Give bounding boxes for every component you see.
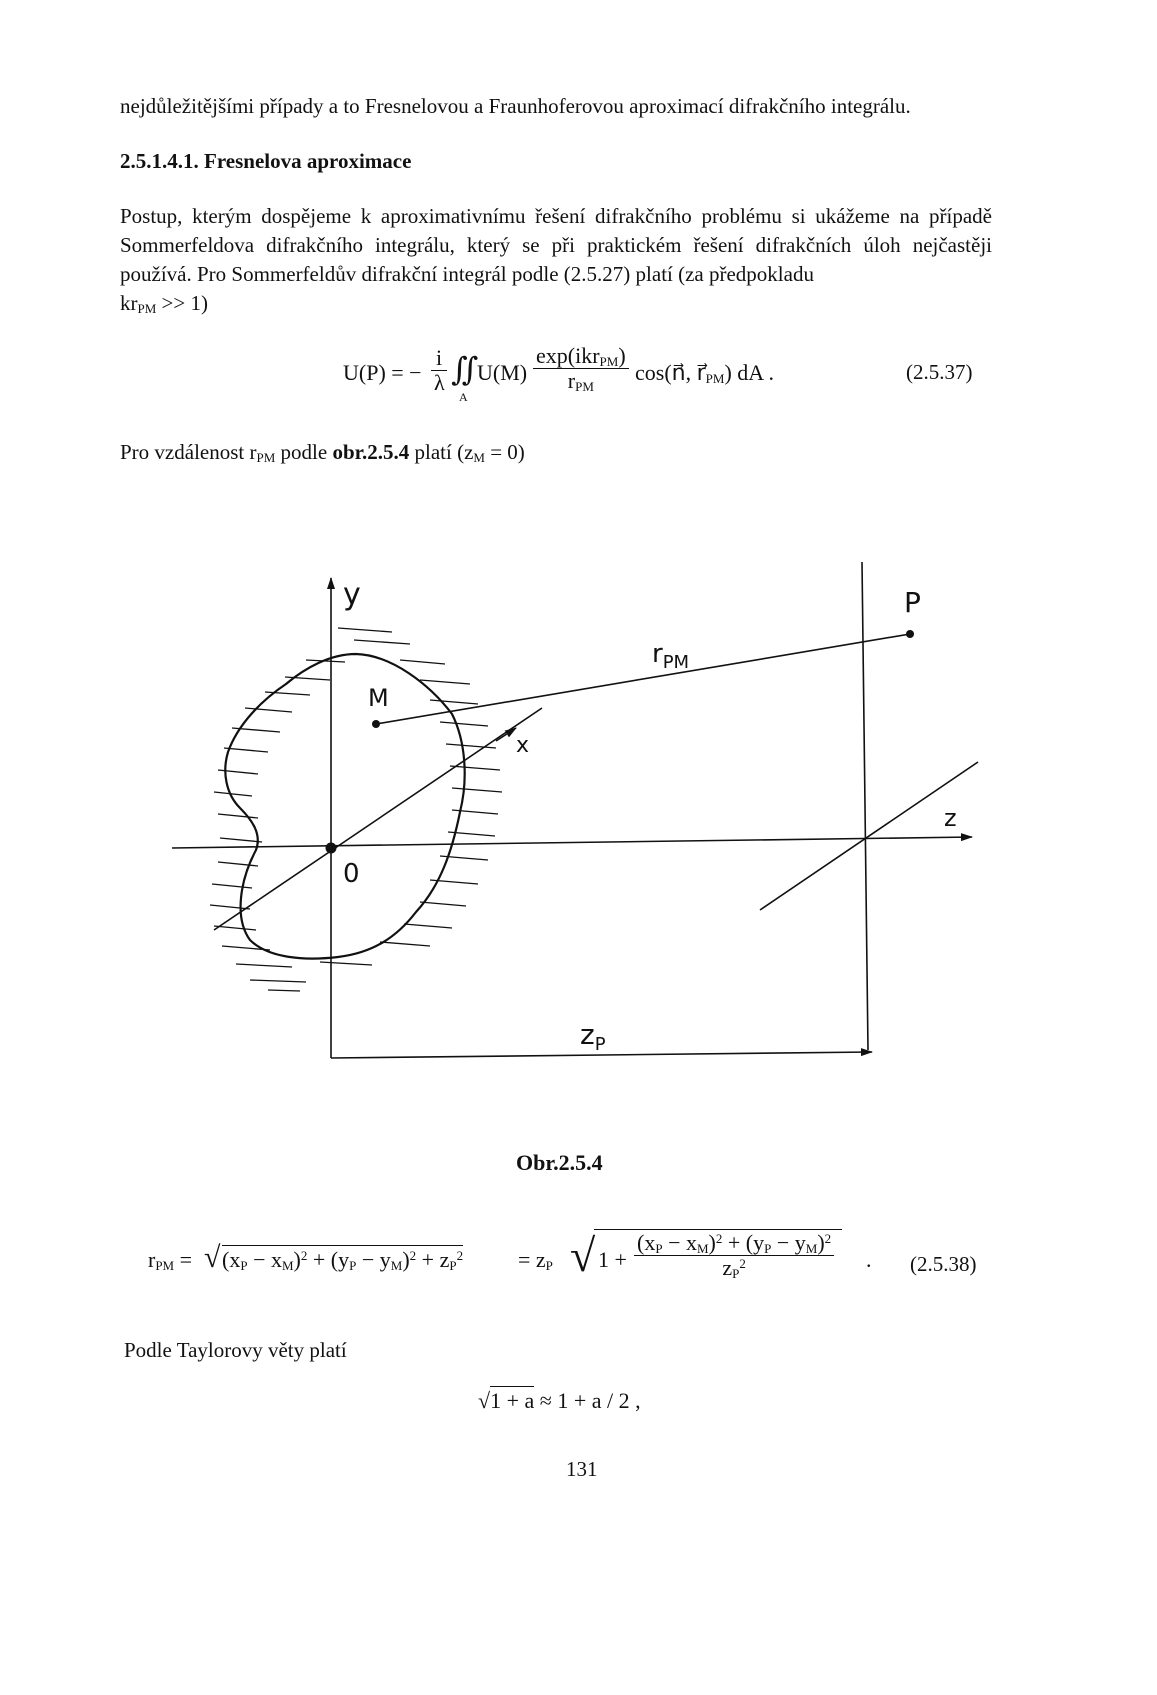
aperture-outline: [225, 654, 464, 959]
label-zp: $z_P$: [580, 1018, 606, 1055]
label-x: x: [516, 733, 530, 758]
figure-caption: Obr.2.5.4: [516, 1150, 603, 1175]
sqrt-symbol-2: √: [570, 1230, 596, 1281]
sqrt-symbol-1: √: [204, 1241, 221, 1274]
taylor-text: Podle Taylorovy věty platí: [124, 1338, 347, 1362]
aperture-hatching: [210, 628, 502, 991]
equation-number-2-5-38: (2.5.38): [910, 1252, 977, 1276]
paragraph-sommerfeld: [120, 202, 992, 318]
point-p: [906, 630, 914, 638]
equation-2-5-37: U(P) = − $\frac{i}{\lambda}$ ∬ A U(M) exp(ikr$_{PM}$) $r_{PM}$ cos(n⃗, $r⃗_{PM}$) dA .: [343, 343, 774, 404]
frac-i-over-lambda: $\frac{i}{\lambda}$: [431, 346, 447, 395]
label-origin: 0: [343, 859, 360, 889]
label-p: P: [904, 586, 921, 619]
intro-line: nejdůležitějšími případy a to Fresnelovou a Fraunhoferovou aproximací difrakčního integrálu.: [120, 94, 911, 118]
point-m: [372, 720, 380, 728]
paragraph-distance: Pro vzdálenost $r_{PM}$ podle obr.2.5.4 platí $(z_M = 0)$: [120, 440, 525, 465]
label-z: z: [944, 804, 957, 832]
x-axis: [214, 708, 542, 930]
double-integral-symbol: ∬: [451, 351, 479, 387]
frac-exp-over-r: exp(ikr$_{PM}$) $r_{PM}$: [533, 344, 629, 393]
paragraph-text: Postup, kterým dospějeme k aproximativnímu řešení difrakčního problému si ukážeme na případě Sommerfeldova difrakčního integrálu, který se při praktickém řešení difrakčních úloh nejčastěji používá. Pro Sommerfeldův difrakční integrál podle (2.5.27) platí (za předpokladu: [120, 204, 992, 286]
figure-diagram: [0, 540, 1157, 1100]
equation-number-2-5-37: (2.5.37): [906, 360, 973, 384]
r-pm-line: [376, 634, 910, 724]
observation-plane-vertical: [862, 562, 868, 1050]
sqrt-body-1: $(x_P - x_M)^2 + (y_P - y_M)^2 + z_P^2$: [222, 1247, 464, 1273]
taylor-equation: √1 + a ≈ 1 + a / 2 ,: [478, 1388, 641, 1413]
frac-2-5-38: $\frac{(x_P - x_M)^2 + (y_P - y_M)^2}{z_P^2}$: [634, 1231, 834, 1280]
section-heading: 2.5.1.4.1. Fresnelova aproximace: [120, 149, 412, 173]
z-axis: [172, 837, 972, 848]
label-r-pm: $r_{PM}$: [652, 639, 690, 673]
point-origin: [326, 843, 337, 854]
observation-plane-oblique: [760, 762, 978, 910]
label-y: y: [343, 577, 361, 612]
page-number: 131: [566, 1457, 598, 1481]
condition-kr: $kr_{PM} >> 1$): [120, 291, 208, 316]
equation-2-5-38: $r_{PM}$ = √ $(x_P - x_M)^2 + (y_P - y_M)^2 + z_P^2$ = $z_P$ √ 1 + $\frac{(x_P - x_M)^2 + (y_P - y_M)^2}{z_P^2}$ .: [148, 1230, 872, 1281]
label-m: M: [368, 684, 389, 712]
